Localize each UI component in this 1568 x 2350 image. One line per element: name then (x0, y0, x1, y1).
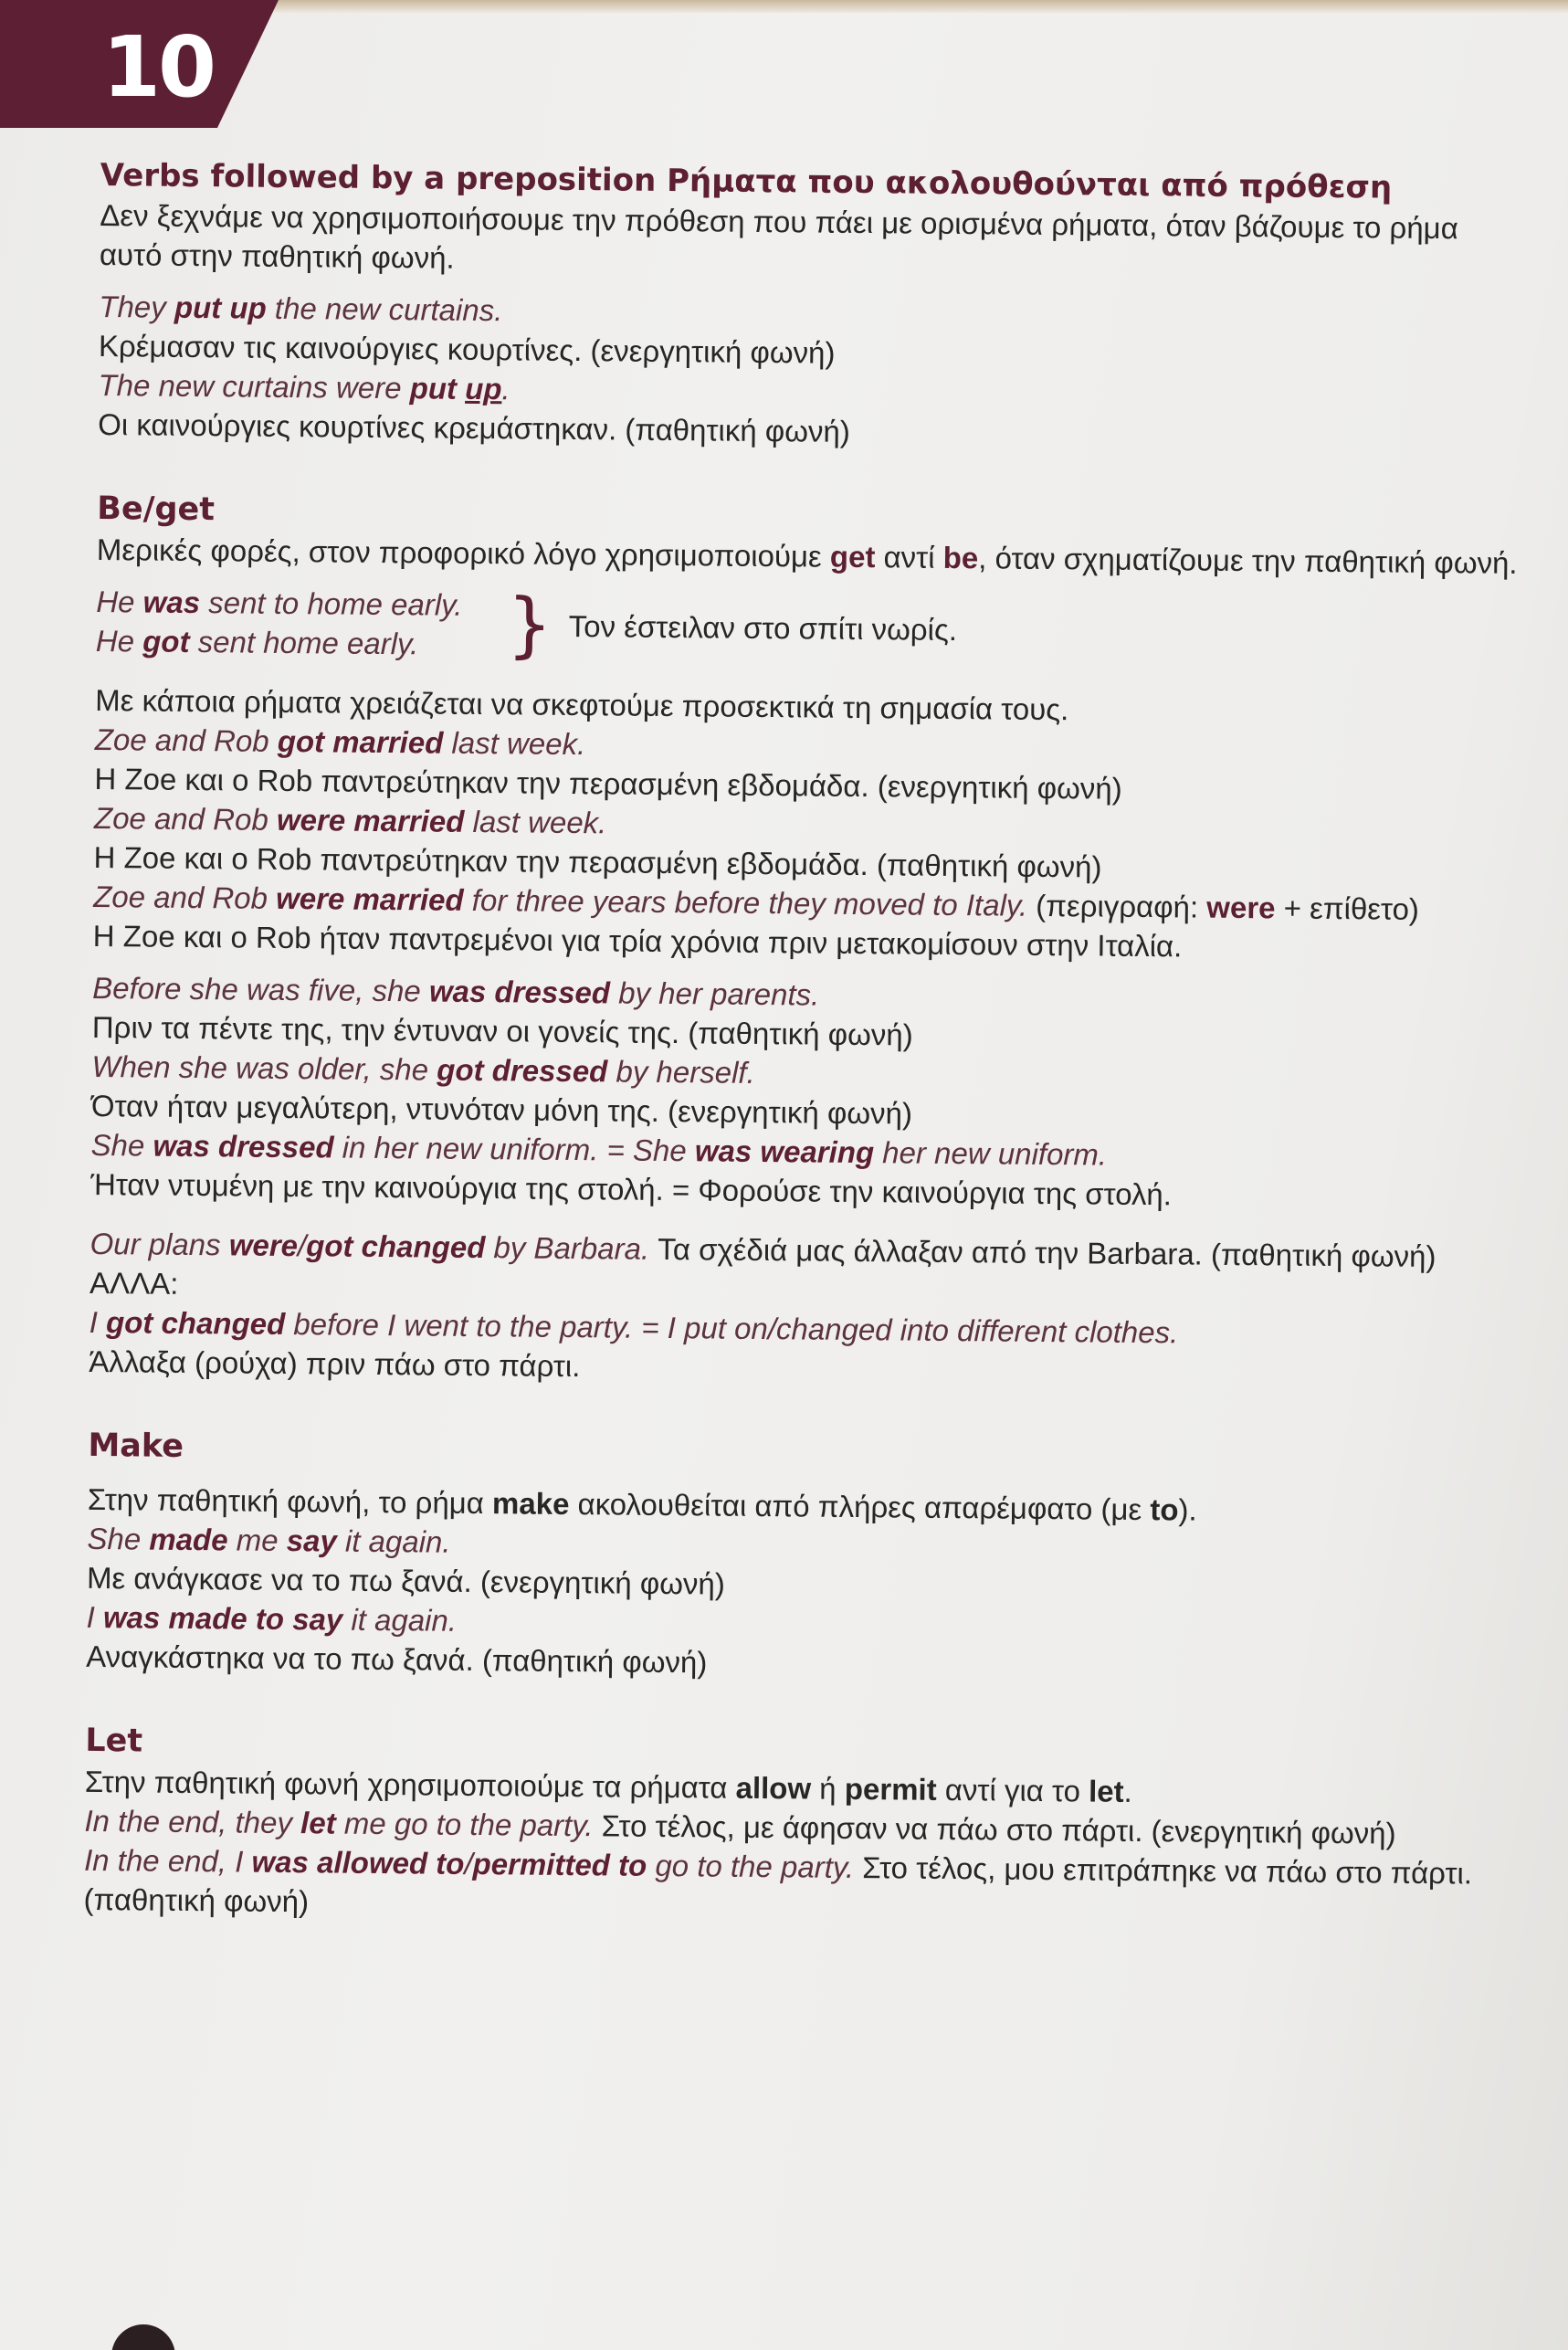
chapter-number: 10 (102, 18, 215, 116)
married-example-3: Zoe and Rob were married for three years before they moved to Italy. (περιγραφή: were + επίθετο) (93, 879, 1420, 926)
married-example-2-translation: Η Zoe και ο Rob παντρεύτηκαν την περασμένη εβδομάδα. (παθητική φωνή) (93, 839, 1102, 884)
married-example-3-translation: Η Zoe και ο Rob ήταν παντρεμένοι για τρία χρόνια πριν μετακομίσουν στην Ιταλία. (92, 918, 1183, 964)
married-example-1-translation: Η Zoe και ο Rob παντρεύτηκαν την περασμένη εβδομάδα. (ενεργητική φωνή) (94, 761, 1122, 806)
intro-example-2-translation: Οι καινούργιες κουρτίνες κρεμάστηκαν. (παθητική φωνή) (97, 406, 851, 448)
changed-example-2-translation: Άλλαξα (ρούχα) πριν πάω στο πάρτι. (89, 1344, 581, 1384)
brace-symbol: } (506, 584, 553, 667)
dressed-example-3-translation: Ήταν ντυμένη με την καινούργια της στολή. = Φορούσε την καινούργια της στολή. (90, 1166, 1173, 1212)
dressed-example-1: Before she was five, she was dressed by her parents. (92, 970, 820, 1012)
make-example-1-translation: Με ανάγκασε να το πω ξανά. (ενεργητική φωνή) (86, 1560, 726, 1601)
beget-text: Μερικές φορές, στον προφορικό λόγο χρησιμοποιούμε get αντί be, όταν σχηματίζουμε την παθητική φωνή. (96, 532, 1518, 580)
make-section (86, 1425, 1513, 1690)
intro-heading: Verbs followed by a preposition Ρήματα που ακολουθούνται από πρόθεση (100, 156, 1393, 206)
care-text: Με κάποια ρήματα χρειάζεται να σκεφτούμε προσεκτικά τη σημασία τους. (95, 682, 1069, 727)
brace-example-1: He was sent to home early. (96, 584, 463, 622)
brace-example-2: He got sent home early. (95, 623, 419, 661)
dressed-example-3: She was dressed in her new uniform. = She was wearing her new uniform. (90, 1127, 1108, 1172)
let-example-1: In the end, they let me go to the party. Στο τέλος, με άφησαν να πάω στο πάρτι. (ενεργητική φωνή) (84, 1803, 1396, 1850)
dressed-example-1-translation: Πριν τα πέντε της, την έντυναν οι γονείς της. (παθητική φωνή) (91, 1009, 913, 1052)
make-text: Στην παθητική φωνή, το ρήμα make ακολουθείται από πλήρες απαρέμφατο (με to). (87, 1481, 1197, 1527)
let-section (83, 1720, 1510, 1933)
make-example-2-translation: Αναγκάστηκα να το πω ξανά. (παθητική φωνή) (86, 1639, 708, 1680)
brace-group (96, 582, 1521, 674)
intro-section (98, 155, 1525, 458)
page-corner-mark (111, 2324, 175, 2350)
changed-example-1: Our plans were/got changed by Barbara. Τα σχέδιά μας άλλαξαν από την Barbara. (παθητική φωνή) (89, 1226, 1436, 1274)
dressed-example-2: When she was older, she got dressed by herself. (91, 1049, 755, 1090)
make-heading: Make (88, 1427, 184, 1465)
intro-example-1: They put up the new curtains. (99, 289, 503, 328)
let-example-2: In the end, I was allowed to/permitted to go to the party. Στο τέλος, μου επιτράπηκε να πάω στο πάρτι. (παθητική φωνή) (83, 1842, 1473, 1919)
but-label: ΑΛΛΑ: (89, 1265, 179, 1301)
make-example-1: She made me say it again. (87, 1521, 451, 1559)
page-content (83, 155, 1524, 1933)
married-example-2: Zoe and Rob were married last week. (93, 800, 607, 840)
married-example-1: Zoe and Rob got married last week. (94, 722, 586, 762)
changed-example-2: I got changed before I went to the party. = I put on/changed into different clothes. (89, 1304, 1179, 1350)
let-heading: Let (85, 1722, 143, 1760)
page-top-shadow (256, 0, 1568, 13)
intro-example-1-translation: Κρέμασαν τις καινούργιες κουρτίνες. (ενεργητική φωνή) (98, 328, 836, 370)
dressed-example-2-translation: Όταν ήταν μεγαλύτερη, ντυνόταν μόνη της. (ενεργητική φωνή) (90, 1088, 913, 1131)
beget-heading: Be/get (97, 490, 216, 529)
beget-section (89, 488, 1521, 1395)
let-text: Στην παθητική φωνή χρησιμοποιούμε τα ρήματα allow ή permit αντί για το let. (84, 1764, 1132, 1808)
make-example-2: I was made to say it again. (86, 1599, 458, 1638)
intro-text: Δεν ξεχνάμε να χρησιμοποιήσουμε την πρόθεση που πάει με ορισμένα ρήματα, όταν βάζουμε το ρήμα αυτό στην παθητική φωνή. (99, 197, 1458, 275)
intro-example-2: The new curtains were put up. (98, 367, 510, 406)
brace-translation: Τον έστειλαν στο σπίτι νωρίς. (568, 608, 958, 647)
